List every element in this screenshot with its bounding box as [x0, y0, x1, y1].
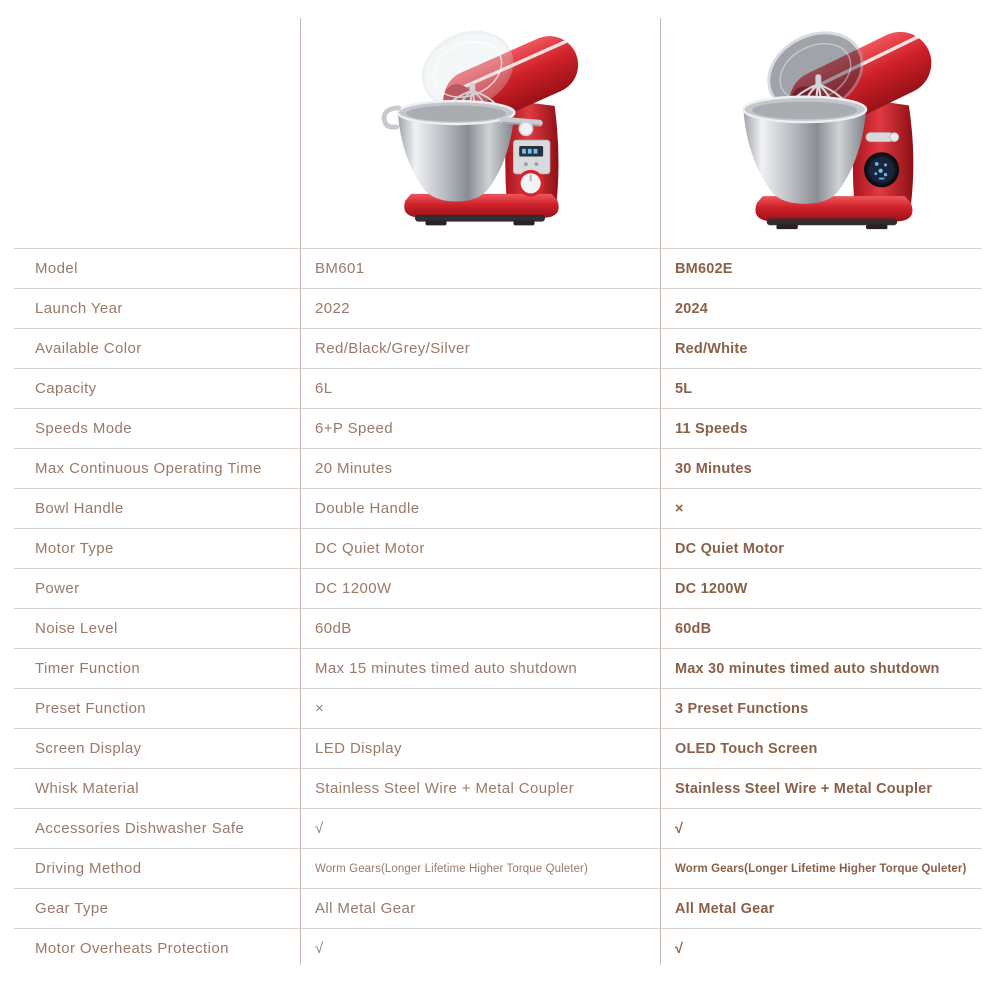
- spec-value-bm601: DC 1200W: [315, 580, 392, 597]
- spec-value-bm601: Double Handle: [315, 500, 420, 517]
- spec-label: Max Continuous Operating Time: [35, 460, 262, 477]
- spec-value-bm602e: 5L: [675, 380, 693, 397]
- spec-value-bm602e: Stainless Steel Wire + Metal Coupler: [675, 780, 933, 797]
- spec-value-bm602e: 60dB: [675, 620, 712, 637]
- spec-value-bm601: LED Display: [315, 740, 402, 757]
- spec-label: Model: [35, 260, 78, 277]
- spec-table-body: [14, 249, 982, 969]
- table-row: [14, 449, 982, 489]
- table-row: [14, 409, 982, 449]
- spec-value-bm602e: OLED Touch Screen: [675, 740, 818, 757]
- spec-value-bm601: 20 Minutes: [315, 460, 393, 477]
- spec-value-bm602e: Max 30 minutes timed auto shutdown: [675, 660, 940, 677]
- table-row: [14, 649, 982, 689]
- spec-label: Available Color: [35, 340, 142, 357]
- table-row: [14, 529, 982, 569]
- spec-value-bm602e: √: [675, 940, 684, 957]
- product-images-row: [0, 0, 1000, 248]
- table-row: [14, 849, 982, 889]
- spec-label: Motor Overheats Protection: [35, 940, 229, 958]
- table-row: [14, 729, 982, 769]
- spec-value-bm601: ×: [315, 700, 325, 717]
- table-row: [14, 609, 982, 649]
- table-row: [14, 689, 982, 729]
- table-row: [14, 489, 982, 529]
- spec-label: Preset Function: [35, 700, 147, 717]
- spec-value-bm602e: Red/White: [675, 340, 748, 357]
- spec-value-bm601: Max 15 minutes timed auto shutdown: [315, 660, 578, 677]
- table-row: [14, 809, 982, 849]
- spec-comparison-table: [14, 248, 982, 969]
- spec-label: Noise Level: [35, 620, 118, 637]
- spec-label: Timer Function: [35, 660, 141, 677]
- spec-value-bm602e: BM602E: [675, 260, 733, 277]
- spec-value-bm601: √: [315, 940, 324, 958]
- spec-value-bm602e: 3 Preset Functions: [675, 700, 809, 717]
- spec-value-bm601: √: [315, 820, 324, 837]
- spec-value-bm602e: ×: [675, 500, 684, 517]
- spec-value-bm601: DC Quiet Motor: [315, 540, 425, 557]
- spec-value-bm602e: √: [675, 820, 684, 837]
- spec-value-bm601: 6+P Speed: [315, 420, 393, 437]
- stand-mixer-bm602e-illustration: [718, 11, 942, 237]
- spec-label: Speeds Mode: [35, 420, 132, 437]
- spec-value-bm602e: DC Quiet Motor: [675, 540, 785, 557]
- spec-label: Bowl Handle: [35, 500, 124, 517]
- table-row: [14, 249, 982, 289]
- spec-value-bm602e: Worm Gears(Longer Lifetime Higher Torque Quleter): [675, 862, 967, 875]
- table-row: [14, 769, 982, 809]
- table-row: [14, 929, 982, 969]
- spec-value-bm602e: 11 Speeds: [675, 420, 748, 437]
- spec-value-bm601: Worm Gears(Longer Lifetime Higher Torque Quleter): [315, 862, 588, 875]
- spec-value-bm601: 60dB: [315, 620, 352, 637]
- spec-label: Motor Type: [35, 540, 114, 557]
- spec-value-bm602e: DC 1200W: [675, 580, 748, 597]
- spec-value-bm602e: 30 Minutes: [675, 460, 752, 477]
- spec-value-bm601: All Metal Gear: [315, 900, 416, 917]
- table-row: [14, 569, 982, 609]
- spec-value-bm601: BM601: [315, 260, 365, 277]
- spec-value-bm602e: 2024: [675, 300, 709, 317]
- table-row: [14, 889, 982, 929]
- spec-label: Gear Type: [35, 900, 109, 917]
- spec-label: Capacity: [35, 380, 97, 397]
- spec-value-bm601: Stainless Steel Wire + Metal Coupler: [315, 780, 575, 797]
- product-image-bm601: [300, 0, 660, 248]
- spec-label: Screen Display: [35, 740, 142, 757]
- table-row: [14, 369, 982, 409]
- spec-label: Whisk Material: [35, 780, 139, 797]
- table-row: [14, 289, 982, 329]
- table-row: [14, 329, 982, 369]
- spec-label: Driving Method: [35, 860, 142, 877]
- spec-value-bm601: Red/Black/Grey/Silver: [315, 340, 471, 357]
- spec-label: Accessories Dishwasher Safe: [35, 820, 245, 837]
- spec-value-bm601: 2022: [315, 300, 350, 317]
- spec-value-bm601: 6L: [315, 380, 333, 397]
- product-image-bm602e: [660, 0, 1000, 248]
- spec-value-bm602e: All Metal Gear: [675, 900, 775, 917]
- spec-label: Launch Year: [35, 300, 123, 317]
- spec-label: Power: [35, 580, 80, 597]
- empty-corner-cell: [0, 0, 300, 248]
- stand-mixer-bm601-illustration: [370, 11, 590, 237]
